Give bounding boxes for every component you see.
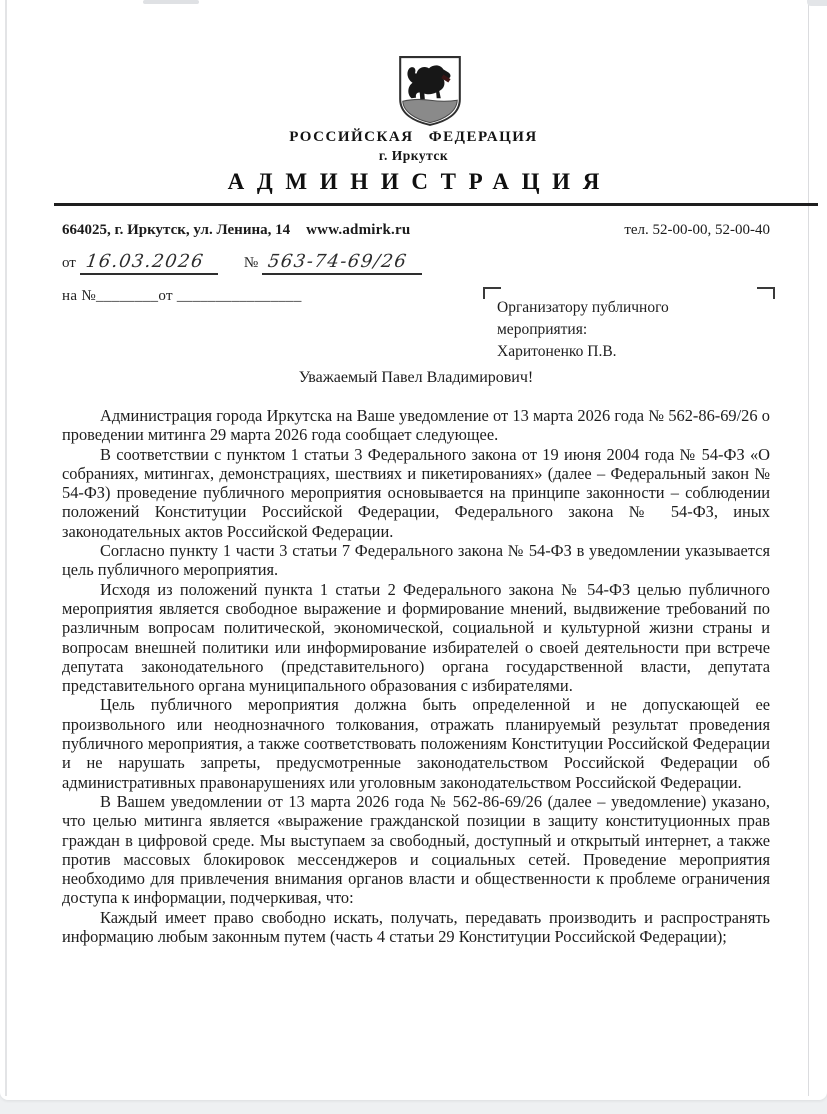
body-paragraph: Администрация города Иркутска на Ваше уведомление от 13 марта 2026 года № 562-86-69/26 о проведении митинга 29 марта 2026 года сообщает следующее. [62,406,770,445]
outgoing-reference-row [62,251,422,275]
letter-body [62,406,770,946]
recipient-line: мероприятия: [497,321,588,338]
body-paragraph: Согласно пункту 1 части 3 статьи 7 Федерального закона № 54-ФЗ в уведомлении указывается цель публичного мероприятия. [62,541,770,580]
reply-reference-row: на №________от ________________ [62,288,302,304]
header-city: г. Иркутск [378,148,449,163]
handwritten-date-underline [80,251,218,275]
body-paragraph: В соответствии с пунктом 1 статьи 3 Федерального закона от 19 июня 2004 года № 54-ФЗ «О собраниях, митингах, демонстрациях, шествиях и пикетированиях» (далее – Федеральный закон № 54-ФЗ) проведение публичного мероприятия основывается на принципе законности – соблюдении положений Конституции Российской Федерации, Федерального закона № 54-ФЗ, иных законодательных актов Российской Федерации. [62,444,770,541]
scan-edge-right [808,0,809,1096]
body-paragraph: Каждый имеет право свободно искать, получать, передавать производить и распространять информацию любым законным путем (часть 4 статьи 29 Конституции Российской Федерации); [62,907,770,947]
body-paragraph: В Вашем уведомлении от 13 марта 2026 года № 562-86-69/26 (далее – уведомление) указано, что целью митинга является «выражение гражданской позиции в защиту конституционных прав граждан в цифровой среде. Мы выступаем за свободный, доступный и открытый интернет, а также против массовых блокировок мессенджеров и социальных сетей. Проведение мероприятия необходимо для привлечения внимания органов власти и общественности к проблеме ограничения доступа к информации, подчеркивая, что: [62,791,770,908]
phone-line: тел. 52-00-00, 52-00-40 [624,222,770,238]
address-corner-mark-right [757,287,775,299]
recipient-line: Организатору публичного [497,299,669,316]
contact-row [62,222,770,239]
scan-edge-left [5,0,7,1096]
scan-artifact [807,0,827,6]
handwritten-number: 563-74-69/26 [266,251,410,272]
scan-artifact [143,0,199,4]
recipient-line: Харитоненко П.В. [497,343,617,360]
header-rule [54,203,818,206]
from-label: от [62,255,76,271]
postal-address: 664025, г. Иркутск, ул. Ленина, 14 [62,222,291,238]
header-organization: АДМИНИСТРАЦИЯ [227,169,612,194]
body-paragraph: Исходя из положений пункта 1 статьи 2 Федерального закона № 54-ФЗ целью публичного мероприятия является свободное выражение и формирование мнений, выдвижение требований по различным вопросам политической, экономической, социальной и культурной жизни страны и вопросам внешней политики или информирование избирателей о своей деятельности при встрече депутата законодательного (представительного) органа государственной власти, депутата представительного органа муниципального образования с избирателями. [62,579,770,696]
salutation: Уважаемый Павел Владимирович! [298,369,534,386]
handwritten-date: 16.03.2026 [84,251,206,272]
irkutsk-coat-of-arms-icon [396,54,464,128]
header-country: РОССИЙСКАЯ ФЕДЕРАЦИЯ [289,129,538,145]
address-line [62,222,410,239]
website: www.admirk.ru [306,222,411,238]
recipient-block [497,297,752,363]
number-label: № [243,255,259,271]
body-paragraph: Цель публичного мероприятия должна быть определенной и не допускающей ее произвольного или неоднозначного толкования, отражать планируемый результат проведения публичного мероприятия, а также соответствовать положениям Конституции Российской Федерации и не нарушать запреты, предусмотренные законодательством Российской Федерации об административных правонарушениях или уголовным законодательством Российской Федерации. [62,695,770,792]
handwritten-number-underline [262,251,421,275]
